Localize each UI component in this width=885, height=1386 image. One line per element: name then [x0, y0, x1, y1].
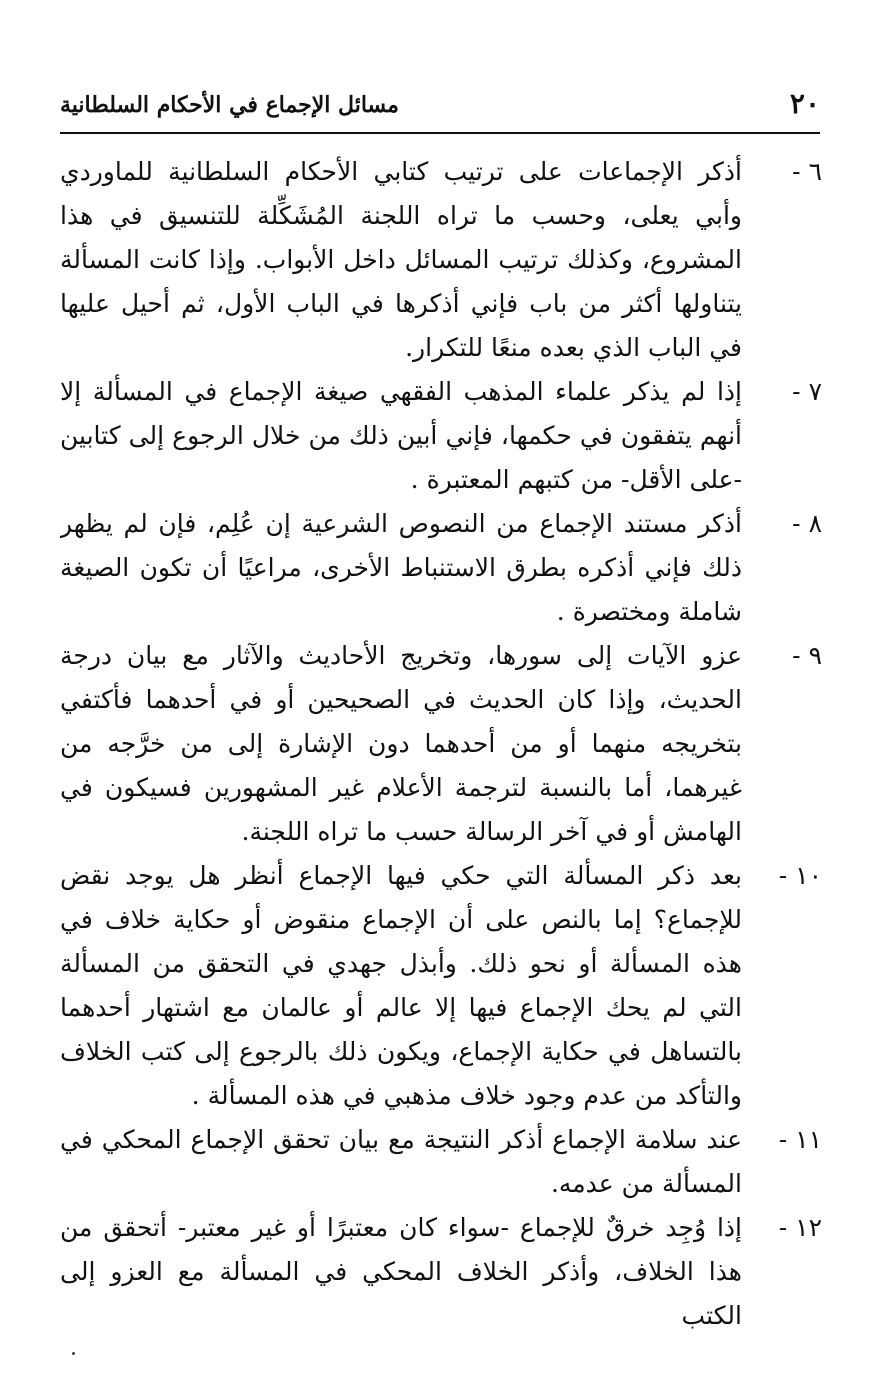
list-item: [60, 150, 822, 370]
item-text: بعد ذكر المسألة التي حكي فيها الإجماع أنظر هل يوجد نقض للإجماع؟ إما بالنص على أن الإجماع منقوض أو حكاية خلاف في هذه المسألة أو نحو ذلك. وأبذل جهدي في التحقق من المسألة التي لم يحك الإجماع فيها إلا عالم أو عالمان مع اشتهار أحدهما بالتساهل في حكاية الإجماع، ويكون ذلك بالرجوع إلى كتب الخلاف والتأكد من عدم وجود خلاف مذهبي في هذه المسألة .: [60, 861, 742, 1110]
item-number: ٧ -: [792, 377, 822, 406]
item-text: عزو الآيات إلى سورها، وتخريج الأحاديث والآثار مع بيان درجة الحديث، وإذا كان الحديث في الصحيحين أو في أحدهما فأكتفي بتخريجه منهما أو من أحدهما دون الإشارة إلى من خرَّجه من غيرهما، أما بالنسبة لترجمة الأعلام غير المشهورين فسيكون في الهامش أو في آخر الرسالة حسب ما تراه اللجنة.: [60, 641, 742, 846]
item-text: عند سلامة الإجماع أذكر النتيجة مع بيان تحقق الإجماع المحكي في المسألة من عدمه.: [60, 1125, 742, 1198]
list-item: [60, 370, 822, 502]
list-item: [60, 1118, 822, 1206]
item-text: أذكر مستند الإجماع من النصوص الشرعية إن عُلِم، فإن لم يظهر ذلك فإني أذكره بطرق الاستنباط الأخرى، مراعيًا أن تكون الصيغة شاملة ومختصرة .: [60, 509, 742, 626]
scan-speck: [72, 1352, 75, 1355]
item-number: ١٢ -: [778, 1213, 822, 1242]
header-divider: [60, 132, 820, 134]
item-text: أذكر الإجماعات على ترتيب كتابي الأحكام السلطانية للماوردي وأبي يعلى، وحسب ما تراه اللجنة المُشَكِّلة للتنسيق في هذا المشروع، وكذلك ترتيب المسائل داخل الأبواب. وإذا كانت المسألة يتناولها أكثر من باب فإني أذكرها في الباب الأول، ثم أحيل عليها في الباب الذي بعده منعًا للتكرار.: [60, 157, 742, 362]
item-number: ١٠ -: [778, 861, 822, 890]
page-header: [60, 86, 820, 128]
running-title: مسائل الإجماع في الأحكام السلطانية: [60, 92, 399, 118]
list-item: [60, 1206, 822, 1338]
list-item: [60, 634, 822, 854]
item-text: إذا وُجِد خرقٌ للإجماع -سواء كان معتبرًا أو غير معتبر- أتحقق من هذا الخلاف، وأذكر الخلاف المحكي في المسألة مع العزو إلى الكتب: [60, 1213, 742, 1330]
numbered-list: [60, 150, 822, 1365]
item-number: ١١ -: [778, 1125, 822, 1154]
item-number: ٩ -: [792, 641, 822, 670]
item-number: ٦ -: [792, 157, 822, 186]
item-text: إذا لم يذكر علماء المذهب الفقهي صيغة الإجماع في المسألة إلا أنهم يتفقون في حكمها، فإني أبين ذلك من خلال الرجوع إلى كتابين -على الأقل- من كتبهم المعتبرة .: [60, 377, 742, 494]
list-item: [60, 502, 822, 634]
list-item: [60, 854, 822, 1118]
page-number: ٢٠: [789, 87, 820, 120]
item-number: ٨ -: [792, 509, 822, 538]
